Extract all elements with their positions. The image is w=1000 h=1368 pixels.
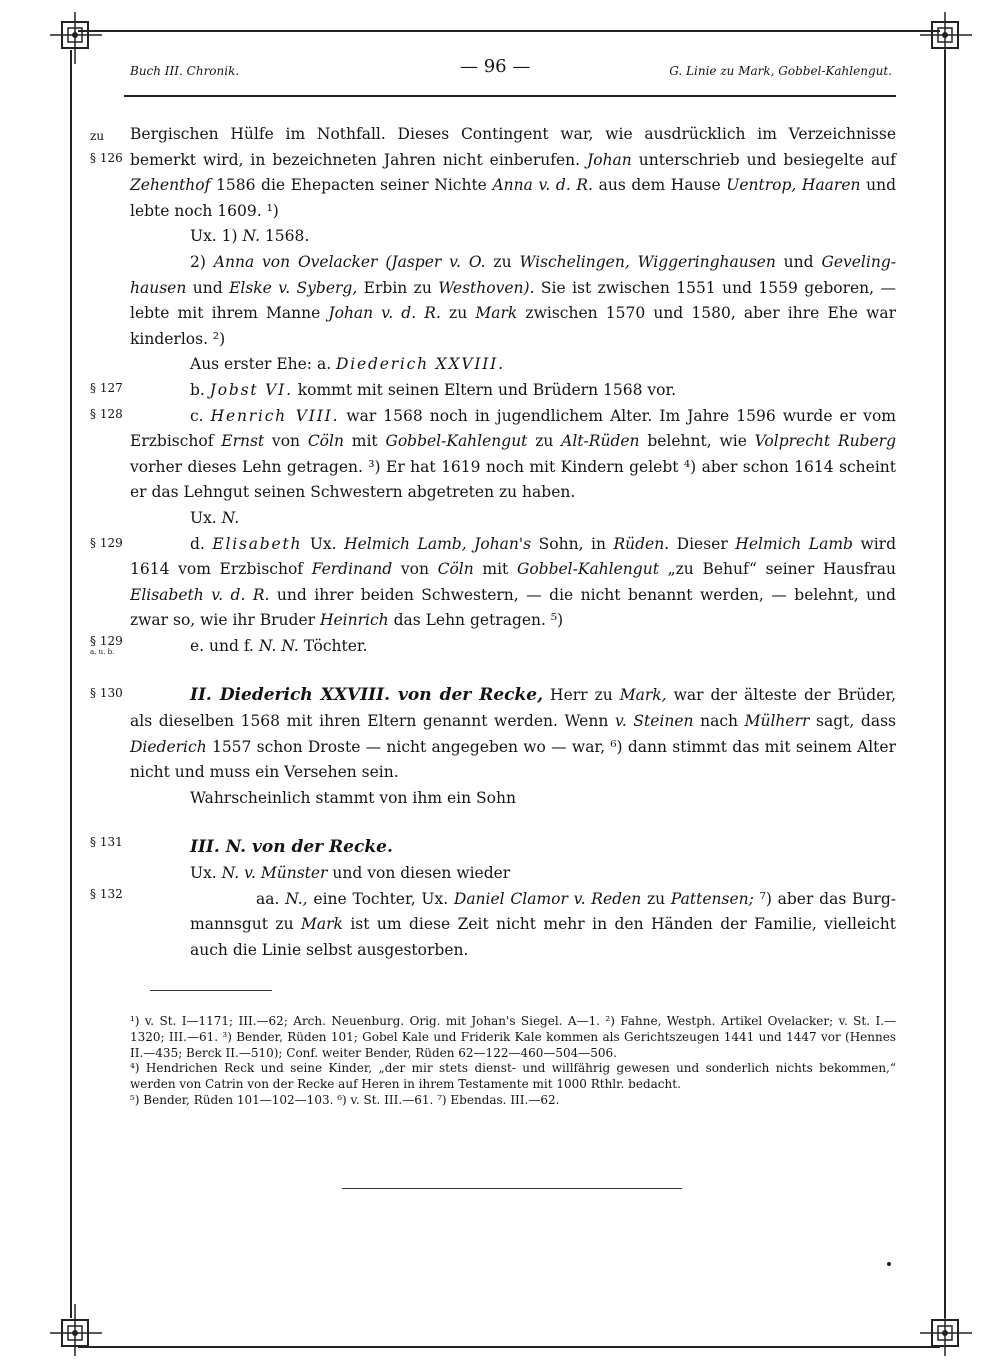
footnote-4: ⁴) Hendrichen Reck und seine Kinder, „der mir stets dienst- und willfährig gewesen und sonderlich nichts bekommen,“ werden von Catrin von der Recke auf Heren in ihrem Testamente mit 1000 Rthlr. bedacht.: [130, 1061, 896, 1092]
paragraph-anna-ovelacker: [130, 250, 896, 352]
text-run: eine Tochter, Ux.: [307, 889, 454, 908]
paragraph-son: Wahrscheinlich stammt von ihm ein Sohn: [190, 788, 516, 807]
text-run: Ux.: [190, 508, 222, 527]
paragraph-ux-2: [130, 506, 896, 532]
paragraph-diederich-xxviii: [130, 683, 896, 785]
text-run: Aus erster Ehe: a.: [190, 355, 337, 374]
section-gap: [130, 811, 896, 835]
text-run: und von diesen wieder: [327, 864, 511, 883]
paragraph-aa-daughter: [130, 887, 896, 964]
margin-section-129b: [90, 634, 123, 656]
italic-name: Uentrop, Haaren: [726, 176, 861, 195]
margin-section-132: § 132: [90, 887, 123, 901]
running-header: [130, 56, 892, 80]
italic-name: Alt-Rüden: [561, 432, 640, 451]
text-run: das Lehn getragen. ⁵): [388, 611, 564, 630]
italic-name: Helmich Lamb, Johan's: [344, 534, 532, 553]
frame-bottom-border: [78, 1346, 940, 1348]
italic-name: Elisabeth: [212, 534, 303, 553]
text-run: und lebte noch 1609. ¹): [130, 176, 896, 220]
italic-name: Helmich Lamb: [735, 534, 853, 553]
paragraph-jobst: [130, 378, 896, 404]
italic-name: Ferdinand: [311, 560, 393, 579]
text-run: sagt, dass: [809, 712, 896, 731]
margin-section-128: § 128: [90, 407, 123, 421]
text-run: war der älteste der Brüder, als dieselben 1568 mit ihren Eltern genannt werden. Wenn: [130, 686, 896, 731]
paragraph-elisabeth: [130, 532, 896, 634]
italic-name: Anna v. d. R.: [492, 176, 593, 195]
text-run: mit: [473, 560, 517, 579]
text-run: e. und f.: [190, 636, 259, 655]
italic-name: Diederich: [130, 737, 207, 756]
margin-section-131: § 131: [90, 835, 123, 849]
italic-name: Zehenthof: [130, 176, 211, 195]
text-run: aa.: [256, 889, 286, 908]
ink-dot: [887, 1262, 891, 1266]
text-run: wird 1614 vom Erzbischof: [130, 534, 897, 579]
text-run: Ux.: [190, 864, 222, 883]
italic-name: Henrich VIII.: [210, 406, 340, 425]
text-run: 1568.: [260, 227, 310, 246]
italic-name: Daniel Clamor v. Reden: [453, 889, 642, 908]
margin-section-127: § 127: [90, 381, 123, 395]
paragraph-johan: [130, 122, 896, 224]
footnote-1-3: ¹) v. St. I—1171; III.—62; Arch. Neuenburg. Orig. mit Johan's Siegel. A—1. ²) Fahne, Westph. Artikel Ovelacker; v. St. I.—1320; III.—61. ³) Bender, Rüden 101; Gobel Kale und Friderik Kale kommen als Gerichtszeugen 1441 und 1447 vor (Hennes II.—435; Berck II.—510); Conf. weiter Bender, Rüden 62—122—460—504—506.: [130, 1014, 896, 1060]
text-run: zu: [641, 889, 671, 908]
frame-left-border: [70, 50, 72, 1318]
header-chapter-title: G. Linie zu Mark, Gobbel-Kahlengut.: [669, 64, 892, 78]
text-run: von: [264, 432, 308, 451]
text-run: Erbin zu: [357, 278, 439, 297]
paragraph-n-von-der-recke: [130, 835, 896, 861]
text-run: zwischen 1570 und 1580, aber ihre Ehe war kinderlos. ²): [130, 304, 896, 348]
corner-ornament-icon: [48, 10, 104, 66]
italic-name: Johan: [587, 150, 632, 169]
margin-note-zu: zu: [90, 129, 105, 143]
paragraph-first-marriage: [130, 352, 896, 378]
text-run: mit: [343, 432, 386, 451]
italic-name: Westhoven).: [438, 278, 535, 297]
italic-name: Mark: [301, 915, 343, 934]
section-heading: III. N. von der Recke.: [190, 837, 393, 858]
text-run: und: [186, 278, 230, 297]
corner-ornament-icon: [918, 1302, 974, 1358]
italic-name: Heinrich: [319, 611, 389, 630]
italic-name: Anna von Ovelacker (Jasper v. O.: [213, 252, 486, 271]
text-run: 1586 die Ehepacten seiner Nichte: [210, 176, 493, 195]
paragraph-ux-1: [130, 224, 896, 250]
text-run: Ux. 1): [190, 227, 243, 246]
text-run: Sie ist zwischen 1551 und 1559 geboren, — lebte mit ihrem Manne: [130, 278, 897, 323]
italic-name: Mülherr: [744, 712, 810, 731]
text-run: b.: [190, 380, 210, 399]
section-gap: [130, 659, 896, 683]
text-run: zu: [485, 252, 520, 271]
paragraph-henrich: [130, 404, 896, 506]
frame-top-border: [78, 30, 940, 32]
text-run: vorher dieses Lehn getragen. ³) Er hat 1619 noch mit Kindern gelebt ⁴) aber schon 1614 scheint er das Lehngut seinen Schwestern abgetreten zu haben.: [130, 457, 896, 502]
end-rule: [342, 1188, 682, 1189]
text-run: belehnt, wie: [639, 432, 755, 451]
margin-section-129: § 129: [90, 536, 123, 550]
text-run: war 1568 noch in jugendlichem Alter. Im Jahre 1596 wurde er vom Erzbischof: [130, 406, 896, 451]
text-run: c.: [190, 406, 211, 425]
text-run: Ux.: [302, 534, 345, 553]
text-run: nach: [693, 712, 745, 731]
italic-name: Geveling-hausen: [130, 252, 896, 297]
text-run: d.: [190, 534, 213, 553]
text-run: ⁷) aber das Burg-mannsgut zu: [190, 889, 896, 934]
italic-name: Gobbel-Kahlengut: [516, 560, 659, 579]
header-rule: [124, 95, 896, 97]
text-run: aus dem Hause: [593, 176, 727, 195]
text-run: und ihrer beiden Schwestern, — die nicht benannt werden, — belehnt, und zwar so, wie ihr Bruder: [130, 585, 896, 630]
frame-right-border: [944, 50, 946, 1318]
text-run: von: [392, 560, 438, 579]
italic-name: Mark: [475, 304, 518, 323]
italic-name: v. Steinen: [614, 712, 694, 731]
italic-name: Elisabeth v. d. R.: [130, 585, 270, 604]
text-run: ist um diese Zeit nicht mehr in den Händen der Familie, vielleicht auch die Linie selbst ausgestorben.: [190, 915, 897, 959]
footnotes: [130, 1014, 896, 1109]
section-heading: II. Diederich XXVIII. von der Recke,: [190, 685, 544, 706]
italic-name: N. N.: [258, 636, 299, 655]
text-run: und: [775, 252, 822, 271]
margin-section-129b-label: § 129: [90, 634, 123, 648]
italic-name: Jobst VI.: [209, 380, 293, 399]
text-run: 2): [190, 252, 214, 271]
italic-name: Rüden.: [613, 534, 670, 553]
text-run: Bergischen Hülfe im Nothfall. Dieses Contingent war, wie ausdrücklich im Verzeichnisse bemerkt wird, in bezeichneten Jahren nicht einberufen.: [130, 125, 896, 169]
italic-name: Volprecht Ruberg: [754, 432, 896, 451]
margin-section-126: § 126: [90, 151, 123, 165]
italic-name: Elske v. Syberg,: [229, 278, 358, 297]
text-run: Dieser: [669, 534, 736, 553]
corner-ornament-icon: [918, 10, 974, 66]
italic-name: Cöln: [307, 432, 344, 451]
italic-name: N.: [221, 508, 240, 527]
text-run: Herr zu: [543, 686, 620, 705]
footnote-5-7: ⁵) Bender, Rüden 101—102—103. ⁶) v. St. III.—61. ⁷) Ebendas. III.—62.: [130, 1092, 560, 1107]
italic-name: Ernst: [221, 432, 265, 451]
italic-name: Gobbel-Kahlengut: [385, 432, 528, 451]
italic-name: Mark,: [619, 686, 667, 705]
text-run: „zu Behuf“ seiner Hausfrau: [658, 560, 896, 579]
text-run: kommt mit seinen Eltern und Brüdern 1568 vor.: [292, 380, 677, 399]
italic-name: N.: [242, 227, 260, 246]
text-run: 1557 schon Droste — nicht angegeben wo — war, ⁶) dann stimmt das mit seinem Alter nicht und muss ein Versehen sein.: [130, 737, 896, 782]
italic-name: Wischelingen, Wiggeringhausen: [519, 252, 776, 271]
text-run: Töchter.: [298, 636, 368, 655]
main-text: [130, 122, 896, 963]
italic-name: N.,: [285, 889, 308, 908]
paragraph-ux-muenster: [130, 861, 896, 887]
italic-name: Diederich XXVIII.: [336, 355, 505, 374]
italic-name: Johan v. d. R.: [328, 304, 441, 323]
italic-name: Cöln: [437, 560, 474, 579]
page-number: — 96 —: [460, 56, 531, 77]
corner-ornament-icon: [48, 1302, 104, 1358]
header-book-title: Buch III. Chronik.: [130, 64, 240, 78]
paragraph-daughters: [130, 634, 896, 660]
margin-section-129b-sub: a. u. b.: [90, 648, 115, 656]
text-run: zu: [527, 432, 562, 451]
footnote-rule: [150, 990, 272, 991]
text-run: zu: [440, 304, 476, 323]
italic-name: N. v. Münster: [221, 864, 328, 883]
italic-name: Pattensen;: [670, 889, 754, 908]
text-run: Sohn, in: [531, 534, 614, 553]
margin-section-130: § 130: [90, 686, 123, 700]
text-run: unterschrieb und besiegelte auf: [631, 150, 896, 169]
